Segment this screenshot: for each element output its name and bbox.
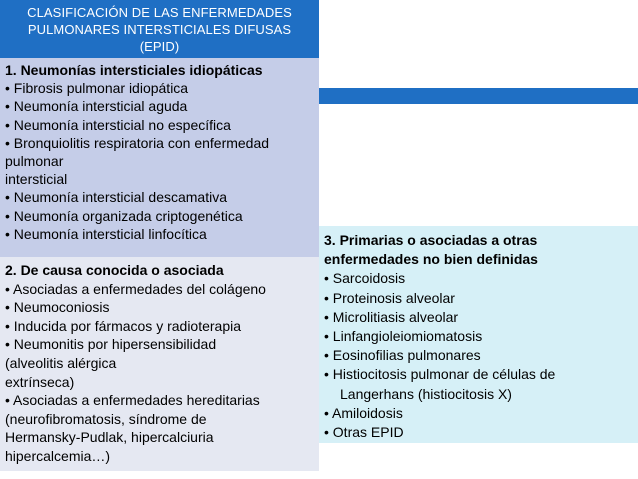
- section-title: enfermedades no bien definidas: [324, 251, 538, 268]
- section-title: 3. Primarias o asociadas a otras: [324, 232, 538, 248]
- decorative-band: [319, 88, 638, 104]
- section-primary-associated: [319, 226, 638, 443]
- list-item: • Proteinosis alveolar: [324, 289, 455, 306]
- list-item: • Amiloidosis: [324, 404, 403, 421]
- section-title: 1. Neumonías intersticiales idiopáticas: [5, 62, 263, 78]
- section-known-cause: [0, 257, 319, 471]
- header-line: CLASIFICACIÓN DE LAS ENFERMEDADES: [27, 5, 292, 20]
- list-item: • Neumonía intersticial aguda: [5, 98, 188, 115]
- list-item: • Linfangioleiomiomatosis: [324, 328, 483, 345]
- list-item: • Asociadas a enfermedades hereditarias: [5, 392, 260, 409]
- list-item: intersticial: [5, 171, 68, 188]
- list-item: • Bronquiolitis respiratoria con enfermedad: [5, 134, 270, 151]
- list-item: • Neumonía intersticial no específica: [5, 116, 231, 133]
- list-item: • Microlitiasis alveolar: [324, 308, 459, 325]
- list-item: • Otras EPID: [324, 424, 404, 441]
- list-item: pulmonar: [5, 153, 64, 170]
- list-item: • Neumonía intersticial linfocítica: [5, 225, 207, 242]
- list-item: • Asociadas a enfermedades del colágeno: [5, 280, 266, 297]
- section-idiopathic: [0, 58, 319, 257]
- list-item: (alveolitis alérgica: [5, 354, 117, 371]
- list-item: • Inducida por fármacos y radioterapia: [5, 317, 242, 334]
- classification-header: [0, 0, 319, 58]
- section-title: 2. De causa conocida o asociada: [5, 262, 224, 278]
- list-item: • Eosinofilias pulmonares: [324, 347, 481, 364]
- list-item: • Fibrosis pulmonar idiopática: [5, 80, 189, 97]
- list-item: • Neumonitis por hipersensibilidad: [5, 336, 217, 353]
- header-line: (EPID): [139, 39, 180, 54]
- list-item: • Neumonía organizada criptogenética: [5, 207, 243, 224]
- list-item: • Histiocitosis pulmonar de células de: [324, 366, 556, 383]
- list-item: • Sarcoidosis: [324, 270, 406, 287]
- header-line: PULMONARES INTERSTICIALES DIFUSAS: [27, 22, 292, 37]
- list-item: hipercalcemia…): [5, 447, 111, 464]
- list-item: extrínseca): [5, 373, 75, 390]
- list-item: • Neumoconiosis: [5, 299, 110, 316]
- list-item: (neurofibromatosis, síndrome de: [5, 410, 207, 427]
- list-item: Langerhans (histiocitosis X): [340, 385, 512, 402]
- list-item: • Neumonía intersticial descamativa: [5, 189, 227, 206]
- list-item: Hermansky-Pudlak, hipercalciuria: [5, 429, 214, 446]
